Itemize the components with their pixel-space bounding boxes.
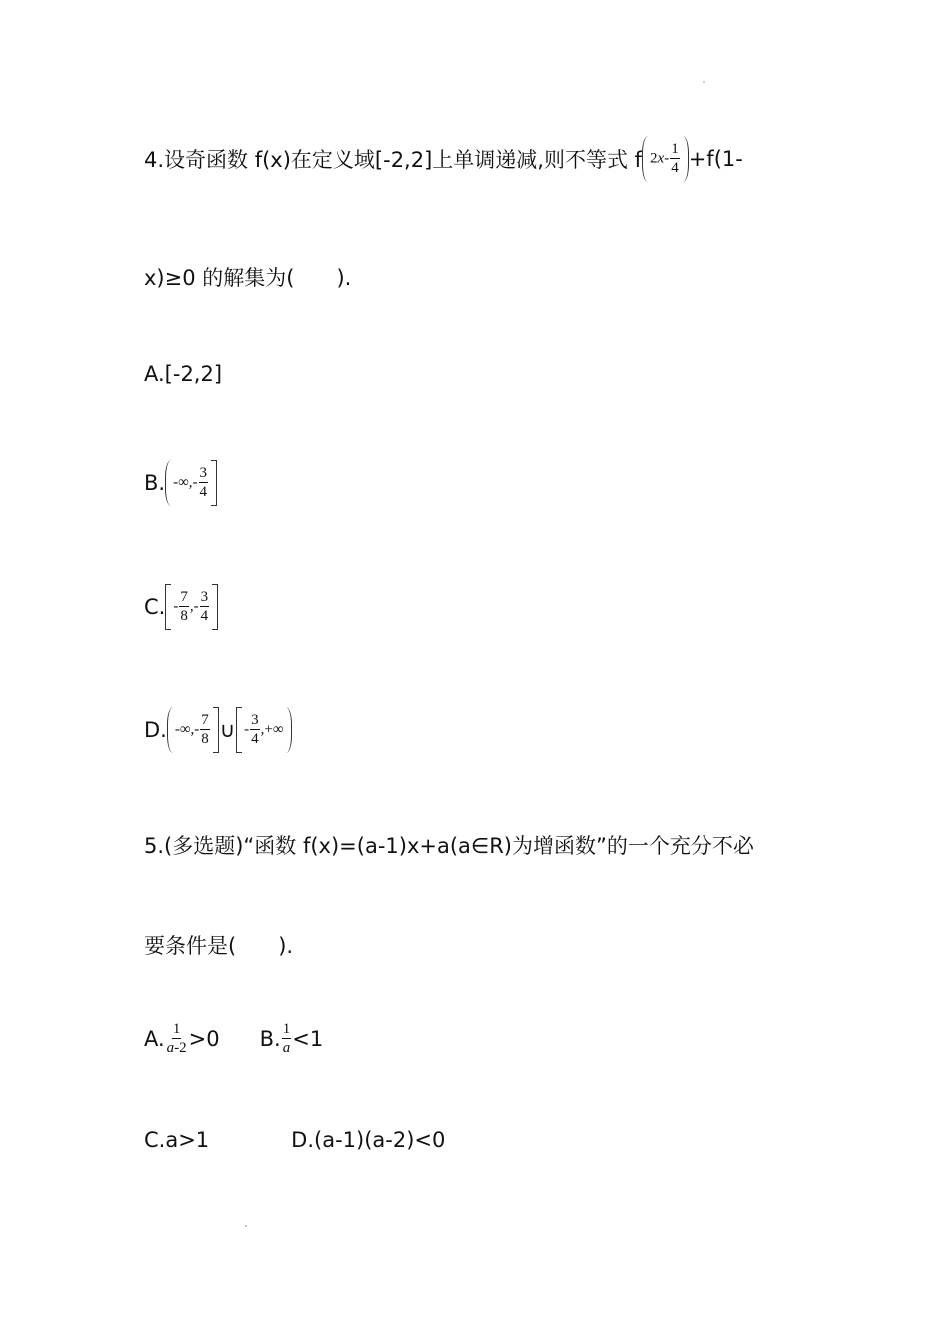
q5-stem-continued: 要条件是( ). xyxy=(144,934,294,958)
denominator: 4 xyxy=(199,484,208,500)
denominator-var: a xyxy=(166,1040,175,1056)
q5-option-b-tail: <1 xyxy=(292,1027,324,1051)
q5-option-b-label: B. xyxy=(259,1027,281,1051)
fraction xyxy=(179,590,189,624)
q5-option-b-fraction xyxy=(282,1022,292,1056)
fraction xyxy=(250,713,260,747)
q4-option-d-label: D. xyxy=(144,718,167,742)
q5-stem-text: 5.(多选题)“函数 f(x)=(a-1)x+a(a∈R)为增函数”的一个充分不必 xyxy=(144,834,754,858)
denominator: 4 xyxy=(200,608,209,624)
union-symbol: ∪ xyxy=(219,718,236,742)
q5-options-row2 xyxy=(144,1128,445,1152)
numerator: 3 xyxy=(199,465,208,481)
q5-option-d: D.(a-1)(a-2)<0 xyxy=(291,1128,446,1152)
q4-option-a-text: A.[-2,2] xyxy=(144,362,223,386)
denominator: 4 xyxy=(671,160,679,176)
q4-stem-tail: +f(1- xyxy=(688,147,743,171)
numerator: 3 xyxy=(200,589,209,605)
interval-text: -∞,- xyxy=(174,721,200,738)
numerator: 3 xyxy=(251,712,259,728)
denominator: a xyxy=(282,1040,291,1056)
q4-stem-text: 4.设奇函数 f(x)在定义域[-2,2]上单调递减,则不等式 f xyxy=(144,148,643,172)
q4-option-c-label: C. xyxy=(144,595,166,619)
q4-stem-line2 xyxy=(144,262,351,292)
q4-option-a xyxy=(144,362,222,386)
denominator: 4 xyxy=(251,731,259,747)
q4-option-d-interval-1 xyxy=(167,707,219,753)
q5-option-a-tail: >0 xyxy=(188,1027,220,1051)
numerator: 1 xyxy=(282,1021,291,1037)
scan-speck xyxy=(245,1225,247,1227)
fraction xyxy=(200,590,210,624)
q4-stem-line1 xyxy=(144,136,743,182)
numerator: 7 xyxy=(201,712,209,728)
denominator: 8 xyxy=(201,731,209,747)
q4-option-b-interval xyxy=(165,460,217,506)
q4-option-c-interval xyxy=(165,584,218,630)
q4-arg-minus: - xyxy=(664,150,670,167)
q5-option-c: C.a>1 xyxy=(144,1128,210,1152)
interval-text: ,+∞ xyxy=(260,721,284,738)
numerator: 7 xyxy=(180,589,188,605)
q5-options-row1 xyxy=(144,1022,323,1056)
q4-arg-var: x xyxy=(657,150,665,167)
minus-sign: - xyxy=(173,598,179,615)
scan-speck xyxy=(703,81,705,83)
denominator-rest: -2 xyxy=(174,1040,187,1056)
q4-arg-coef: 2 xyxy=(650,150,658,167)
separator: ,- xyxy=(189,598,199,615)
q5-stem-line1 xyxy=(144,830,754,860)
denominator xyxy=(166,1039,188,1056)
interval-text: -∞,- xyxy=(173,474,198,491)
q4-option-c xyxy=(144,584,218,630)
q5-option-a-label: A. xyxy=(144,1027,165,1051)
fraction xyxy=(200,713,210,747)
numerator: 1 xyxy=(671,141,679,157)
denominator: 8 xyxy=(180,608,188,624)
q4-arg-fraction xyxy=(670,142,680,176)
minus-sign: - xyxy=(244,721,250,738)
q4-option-b xyxy=(144,460,217,506)
numerator: 1 xyxy=(172,1021,181,1037)
q4-argument-expression xyxy=(642,136,689,182)
q4-option-d-interval-2 xyxy=(236,707,291,753)
q4-stem-continued: x)≥0 的解集为( ). xyxy=(144,266,352,290)
q5-option-a-fraction xyxy=(166,1022,188,1056)
fraction xyxy=(199,466,209,500)
q5-stem-line2 xyxy=(144,930,293,960)
q4-option-d xyxy=(144,707,292,753)
q4-option-b-label: B. xyxy=(144,471,166,495)
